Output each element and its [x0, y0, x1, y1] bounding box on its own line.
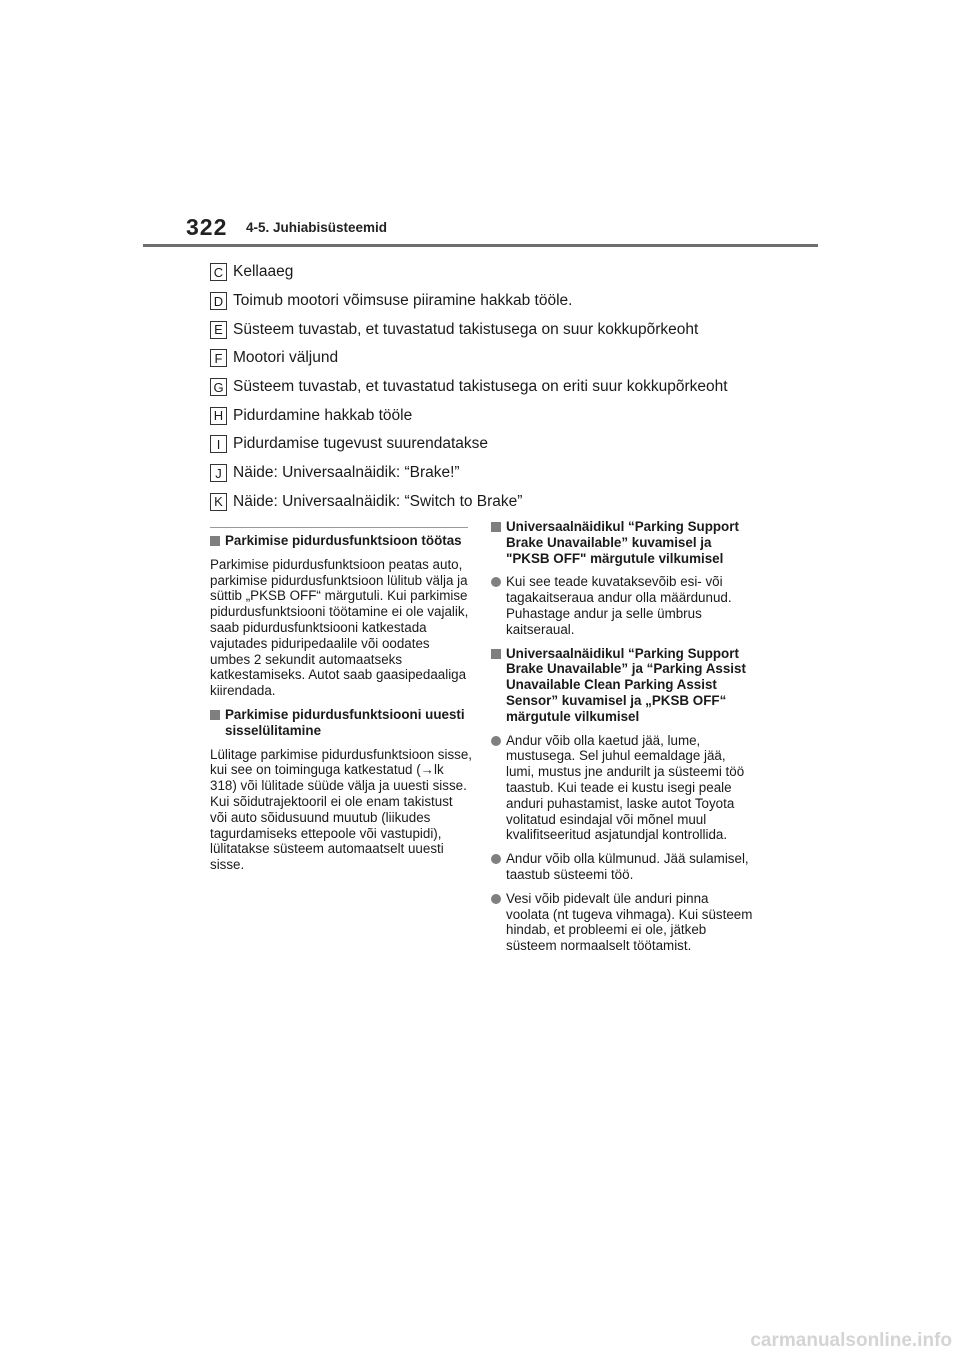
subsection-heading: [491, 519, 753, 566]
legend-text: Kellaaeg: [233, 263, 294, 281]
page-number: 322: [186, 214, 228, 240]
paragraph: Lülitage parkimise pidurdusfunktsioon sisse, kui see on toiminguga katkestatud (→lk 318) või lülitade süüde välja ja uuesti sisse. Kui sõidutrajektooril ei ole enam takistust või auto sõidusuund muutub (liikudes tagurdamiseks ettepoole või vastupidi), lülitatakse süsteem automaatselt uuesti sisse.: [210, 746, 473, 873]
bullet-text: Andur võib olla külmunud. Jää sulamisel, taastub süsteemi töö.: [506, 851, 749, 882]
legend-item: [210, 344, 830, 373]
footer-brand: carmanualsonline.info: [750, 1330, 952, 1351]
legend-text: Näide: Universaalnäidik: “Brake!”: [233, 464, 460, 482]
header-rule: [143, 244, 818, 247]
subsection-heading: [210, 533, 472, 549]
heading-text: Parkimise pidurdusfunktsioon töötas: [225, 533, 462, 548]
right-column: [491, 519, 753, 962]
column-divider-rule: [210, 527, 468, 528]
bullet-item: [491, 851, 753, 883]
bullet-text: Andur võib olla kaetud jää, lume, mustusega. Sel juhul eemaldage jää, lumi, mustus jne andurilt ja süsteemi töö taastub. Kui teade ei kustu isegi peale anduri puhastamist, laske autot Toyota volitatud esindajal või mõnel muul kvalifitseeritud asjatundjal kontrollida.: [506, 732, 745, 843]
legend-letter-e: E: [210, 321, 227, 339]
legend-item: [210, 401, 830, 430]
square-bullet-icon: [210, 536, 220, 546]
bullet-text: Vesi võib pidevalt üle anduri pinna voolata (nt tugeva vihmaga). Kui süsteem hindab, et probleemi ei ole, jätkeb süsteem normaalselt töötamist.: [506, 890, 753, 954]
legend-letter-f: F: [210, 349, 227, 367]
heading-text: Parkimise pidurdusfunktsiooni uuesti sisselülitamine: [225, 706, 465, 738]
legend-letter-k: K: [210, 493, 227, 511]
legend-letter-c: C: [210, 263, 227, 281]
heading-text: Universaalnäidikul “Parking Support Brake Unavailable” kuvamisel ja "PKSB OFF" märgutule vilkumisel: [506, 519, 739, 566]
square-bullet-icon: [491, 649, 501, 659]
bullet-item: [491, 574, 753, 637]
section-title: 4-5. Juhiabisüsteemid: [246, 220, 388, 235]
legend-letter-i: I: [210, 435, 227, 453]
legend-text: Toimub mootori võimsuse piiramine hakkab tööle.: [233, 292, 573, 310]
square-bullet-icon: [210, 710, 220, 720]
legend-item: [210, 287, 830, 316]
legend-item: [210, 315, 830, 344]
legend-item: [210, 430, 830, 459]
legend-text: Pidurdamise tugevust suurendatakse: [233, 435, 489, 453]
bullet-text: Kui see teade kuvataksevõib esi- või tagakaitseraua andur olla määrdunud. Puhastage andur ja selle ümbrus kaitseraual.: [506, 574, 732, 637]
circle-bullet-icon: [491, 854, 501, 864]
circle-bullet-icon: [491, 577, 501, 587]
legend-letter-h: H: [210, 407, 227, 425]
legend-letter-g: G: [210, 378, 227, 396]
legend-item: [210, 258, 830, 287]
legend-text: Näide: Universaalnäidik: “Switch to Brake”: [233, 492, 523, 510]
square-bullet-icon: [491, 522, 501, 532]
bullet-item: [491, 891, 753, 954]
left-column: [210, 533, 472, 881]
bullet-item: [491, 733, 753, 844]
legend-text: Süsteem tuvastab, et tuvastatud takistusega on eriti suur kokkupõrkeoht: [233, 378, 728, 396]
paragraph: Parkimise pidurdusfunktsioon peatas auto, parkimise pidurdusfunktsioon lülitub välja ja süttib „PKSB OFF“ märgutuli. Kui parkimise pidurdusfunktsiooni töötamine ei ole vajalik, saab pidurdusfunktsiooni katkestada vajutades piduripedaalile või oodates umbes 2 sekundit automaatseks katkestamiseks. Autot saab gaasipedaaliga kiirendada.: [210, 556, 469, 699]
subsection-heading: [491, 646, 753, 725]
legend-list: [210, 258, 830, 516]
legend-text: Süsteem tuvastab, et tuvastatud takistusega on suur kokkupõrkeoht: [233, 320, 699, 338]
legend-text: Pidurdamine hakkab tööle: [233, 406, 413, 424]
circle-bullet-icon: [491, 736, 501, 746]
subsection-heading: [210, 707, 472, 739]
legend-letter-d: D: [210, 292, 227, 310]
circle-bullet-icon: [491, 894, 501, 904]
heading-text: Universaalnäidikul “Parking Support Brake Unavailable” ja “Parking Assist Unavailable Clean Parking Assist Sensor” kuvamisel ja „PKSB OFF“ märgutule vilkumisel: [506, 645, 746, 724]
legend-letter-j: J: [210, 464, 227, 482]
legend-item: [210, 373, 830, 402]
legend-item: [210, 488, 830, 517]
legend-item: [210, 459, 830, 488]
legend-text: Mootori väljund: [233, 349, 339, 367]
